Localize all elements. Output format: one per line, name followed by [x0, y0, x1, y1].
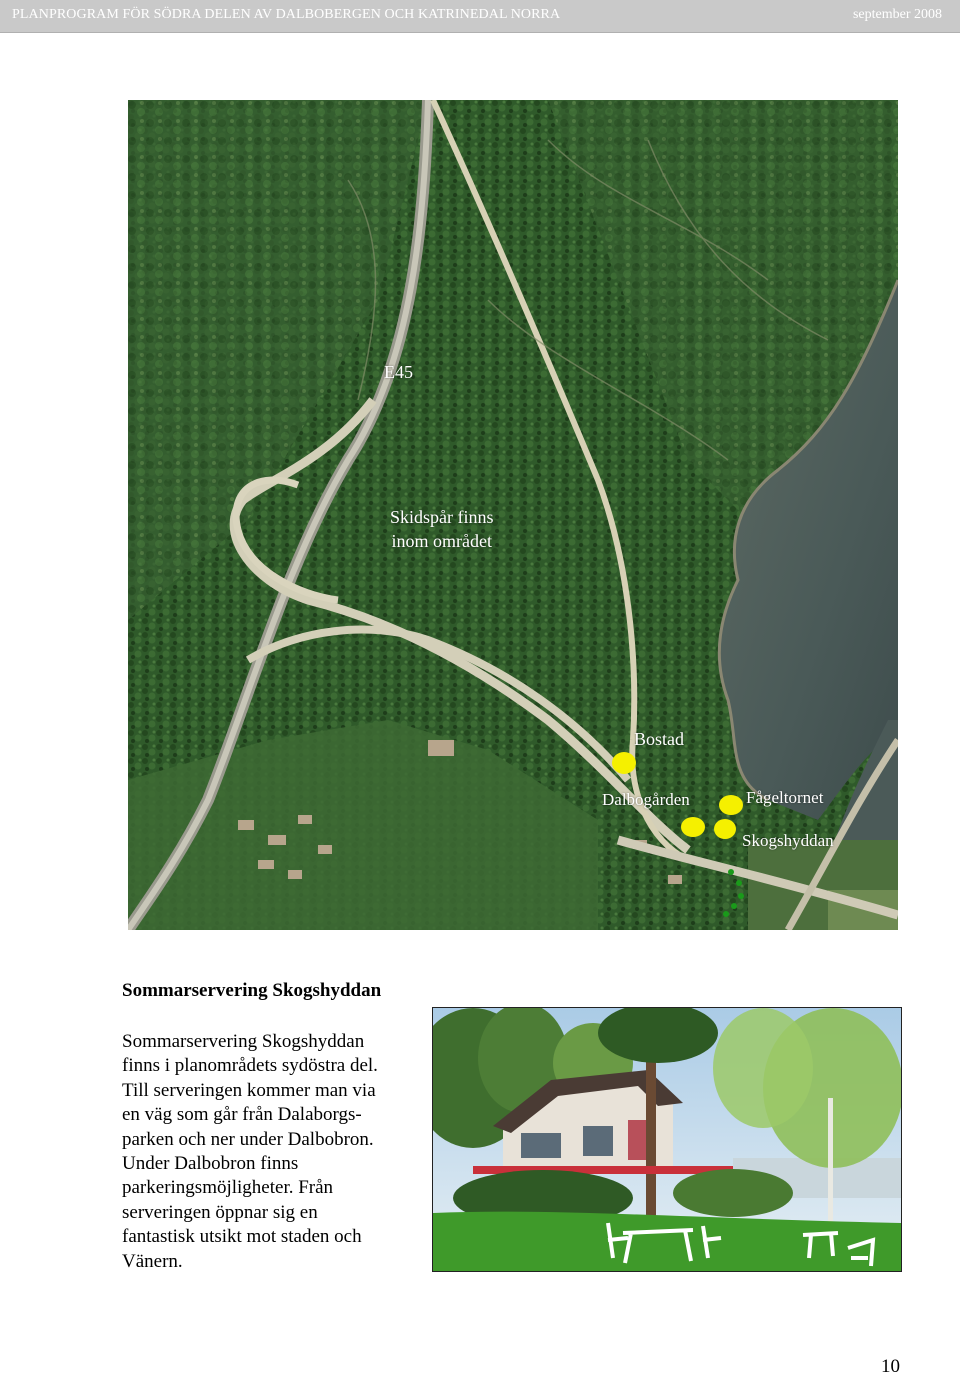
body-line: Under Dalbobron finns: [122, 1153, 299, 1175]
page-header: [0, 0, 960, 33]
map-label-e45: E45: [384, 362, 413, 382]
body-line: Sommarservering Skogshyddan: [122, 1031, 365, 1052]
body-line: parken och ner under Dalbobron.: [122, 1128, 374, 1150]
map-label-skogshyddan: Skogshyddan: [742, 831, 834, 850]
body-line: parkeringsmöjligheter. Från: [122, 1177, 334, 1199]
section-heading: Sommarservering Skogshyddan: [122, 980, 382, 1001]
aerial-photo-map: [128, 100, 898, 930]
document-date: september 2008: [852, 7, 942, 22]
map-label-skidspar-line2: inom området: [391, 531, 492, 551]
skogshyddan-photo: [432, 1007, 902, 1272]
body-line: serveringen öppnar sig en: [122, 1201, 318, 1223]
section-body-text: [122, 1030, 422, 1274]
body-line: fantastisk utsikt mot staden och: [122, 1226, 362, 1248]
map-label-skidspar-line1: Skidspår finns: [390, 507, 494, 527]
map-label-skidspar: [390, 505, 494, 553]
body-line: Till serveringen kommer man via: [122, 1079, 376, 1101]
document-title: PLANPROGRAM FÖR SÖDRA DELEN AV DALBOBERGEN OCH KATRINEDAL NORRA: [12, 7, 561, 22]
page-number: 10: [881, 1356, 900, 1377]
map-label-fageltornet: Fågeltornet: [746, 788, 824, 807]
skogshyddan-photo-graphic: [433, 1008, 901, 1271]
body-line: en väg som går från Dalaborgs-: [122, 1104, 362, 1126]
map-label-dalbogarden: Dalbogården: [602, 790, 690, 809]
body-line: Vänern.: [122, 1250, 183, 1272]
body-line: finns i planområdets sydöstra del.: [122, 1055, 378, 1077]
map-label-bostad: Bostad: [634, 729, 685, 749]
